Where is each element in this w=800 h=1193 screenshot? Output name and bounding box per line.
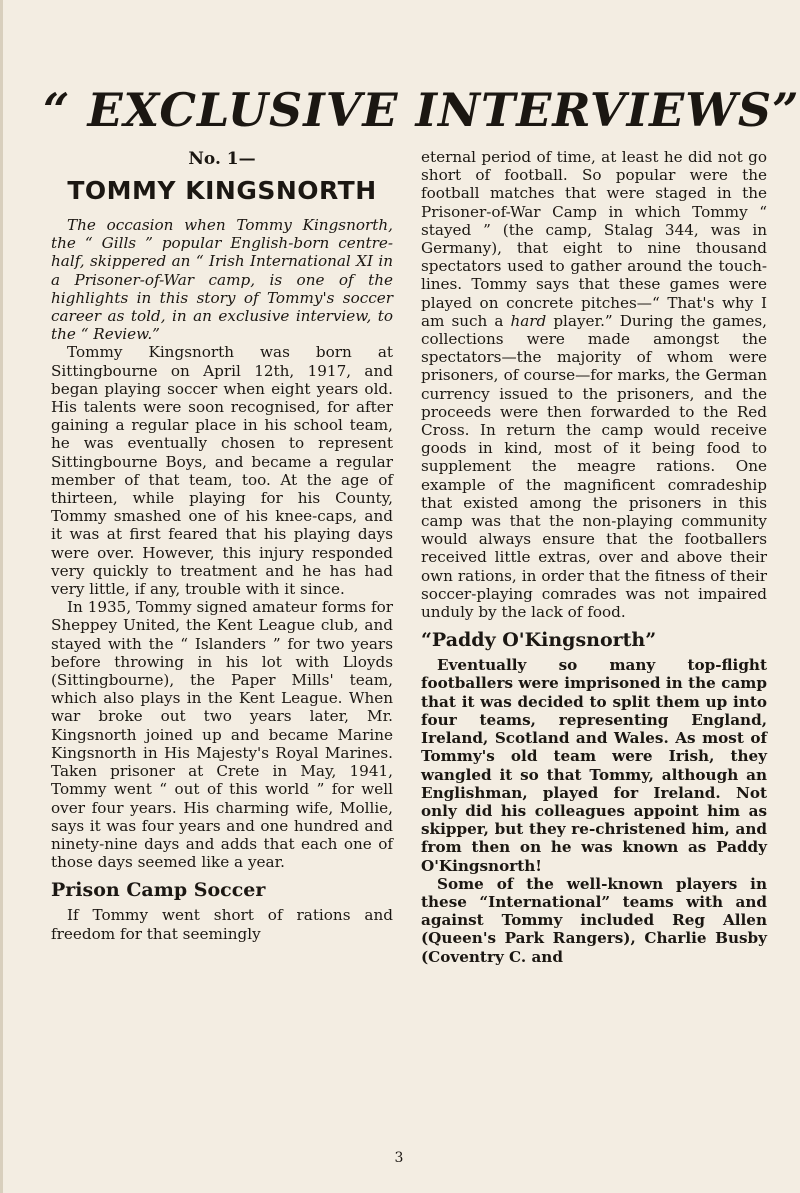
paragraph-rations: If Tommy went short of rations and freedom for that seemingly (51, 906, 393, 943)
subheading-prison-camp-soccer: Prison Camp Soccer (51, 879, 266, 902)
masthead-title: “ EXCLUSIVE INTERVIEWS” (43, 83, 800, 137)
right-column (421, 148, 767, 966)
article-title: TOMMY KINGSNORTH (67, 176, 377, 205)
paragraph-early-life: Tommy Kingsnorth was born at Sittingbourne on April 12th, 1917, and began playing soccer when eight years old. His talents were soon recognised, for after gaining a regular place in his school team, he was eventually chosen to represent Sittingbourne Boys, and became a regular member of that team, too. At the age of thirteen, while playing for his County, Tommy smashed one of his knee-caps, and it was at first feared that his playing days were over. However, this injury responded very quickly to treatment and he has had very little, if any, trouble with it since. (51, 343, 393, 599)
paragraph-camp-football-part1: eternal period of time, at least he did not go short of football. So popular were the football matches that were staged in the Prisoner-of-War Camp in which Tommy “ stayed ” (the camp, Stalag 344, was in Germany), that eight to nine thousand spectators used to gather around the touch-lines. Tommy says that these games were played on concrete pitches—“ That's why I am such a (421, 148, 767, 330)
paragraph-career: In 1935, Tommy signed amateur forms for Sheppey United, the Kent League club, and stayed with the “ Islanders ” for two years before throwing in his lot with Lloyds (Sittingbourne), the Paper Mills' team, which also plays in the Kent League. When war broke out two years later, Mr. Kingsnorth joined up and became Marine Kingsnorth in His Majesty's Royal Marines. Taken prisoner at Crete in May, 1941, Tommy went “ out of this world ” for well over four years. His charming wife, Mollie, says it was four years and one hundred and ninety-nine days and adds that each one of those days seemed like a year. (51, 598, 393, 872)
subheading-paddy-okingsnorth: “Paddy O'Kingsnorth” (421, 629, 657, 652)
paragraph-international-teams: Eventually so many top-flight footballers were imprisoned in the camp that it was decided to split them up into four teams, representing England, Ireland, Scotland and Wales. As most of Tommy's old team were Irish, they wangled it so that Tommy, although an Englishman, played for Ireland. Not only did his colleagues appoint him as skipper, but they re-christened him, and from then on he was known as Paddy O'Kingsnorth! (421, 656, 767, 875)
paragraph-camp-football (421, 148, 767, 621)
paragraph-camp-football-part2: player.” During the games, collections were made amongst the spectators—the majority of whom were prisoners, of course—for marks, the German currency issued to the prisoners, and the proceeds were then forwarded to the Red Cross. In return the camp would receive goods in kind, most of it being food to supplement the meagre rations. One example of the magnificent comradeship that existed among the prisoners in this camp was that the non-playing community would always ensure that the footballers received little extras, over and above their own rations, in order that the fitness of their soccer-playing comrades was not impaired unduly by the lack of food. (421, 311, 768, 622)
left-column (51, 148, 393, 943)
article-number: No. 1— (188, 149, 256, 169)
bold-section (421, 656, 767, 965)
page-number: 3 (394, 1150, 404, 1166)
article-intro: The occasion when Tommy Kingsnorth, the “ Gills ” popular English-born centre-half, skippered an “ Irish International XI in a Prisoner-of-War camp, is one of the highlights in this story of Tommy's soccer career as told, in an exclusive interview, to the “ Review.” (51, 216, 393, 344)
paragraph-well-known-players: Some of the well-known players in these “International” teams with and against Tommy included Reg Allen (Queen's Park Rangers), Charlie Busby (Coventry C. and (421, 874, 767, 966)
hard-emphasis: hard (510, 311, 547, 330)
